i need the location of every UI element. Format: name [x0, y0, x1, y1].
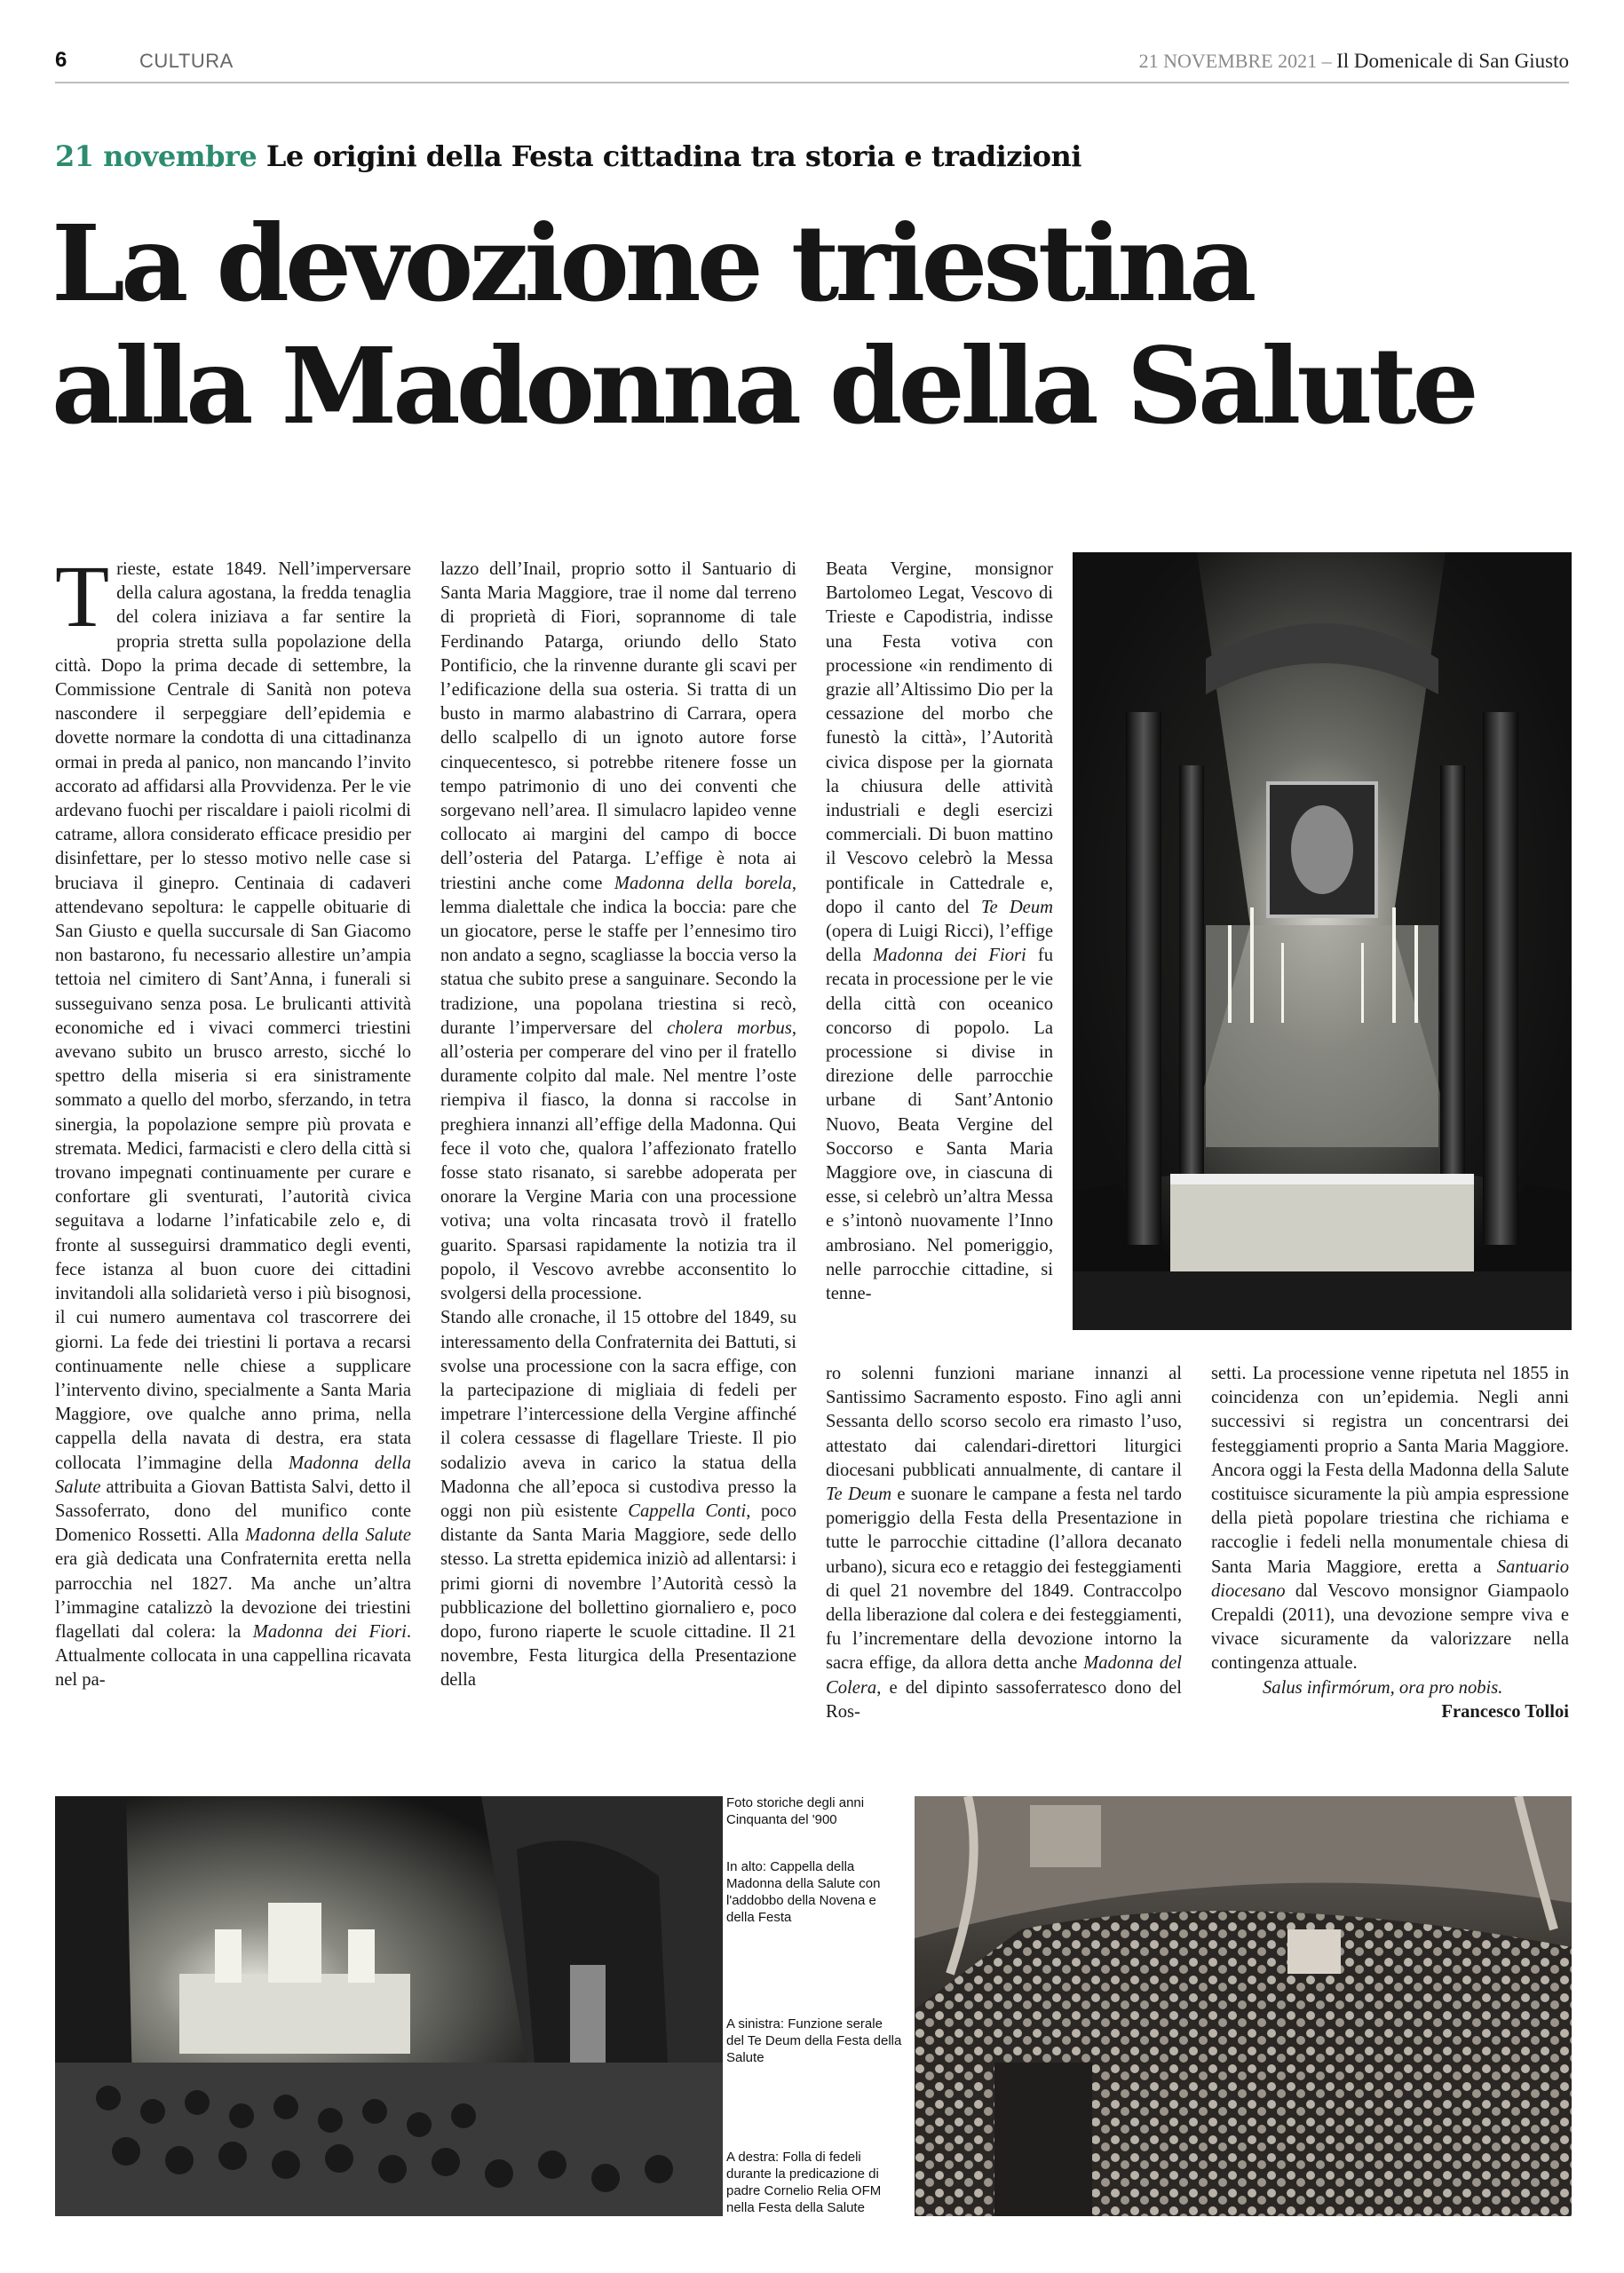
caption-right-text: Folla di fedeli durante la predicazione di padre Cornelio Relia OFM nella Festa della Salute: [726, 2150, 882, 2215]
col1-em-3: Madonna dei Fiori: [252, 1621, 407, 1642]
kicker-text: Le origini della Festa cittadina tra storia e tradizioni: [265, 139, 1081, 173]
col3-em-2: Madonna dei Fiori: [873, 946, 1026, 966]
photo-te-deum-evening: [55, 1796, 723, 2216]
col1-text-b: attribuita a Giovan Battista Salvi, detto il Sassoferrato, dono del munifico conte Domenico Rossetti. Alla: [55, 1477, 411, 1546]
caption-top-photo: [726, 1858, 904, 1926]
col2-text-c: , all’osteria per comperare del vino per il fratello duramente colpito dal male. Nel mentre l’oste riempiva il fiasco, la donna si raccolse in preghiera innanzi all’effige della Madonna. Qui fece il voto che, qualora l’affezionato fratello fosse stato risanato, si sarebbe adoperata per onorare la Vergine Maria con una processione votiva; una volta rincasata trovò il fratello guarito. Sparsasi rapidamente la notizia tra il popolo, il Vescovo avrebbe acconsentito lo svolgersi della processione.: [440, 1018, 796, 1304]
col2-em-3: Cappella Conti: [628, 1501, 747, 1521]
col1-em-2: Madonna della Salute: [245, 1525, 411, 1546]
col3-em-1: Te Deum: [980, 897, 1053, 917]
col3-text-d: ro solenni funzioni mariane innanzi al Santissimo Sacramento esposto. Fino agli anni Sessanta dello scorso secolo era rimasto l’uso, attestato dai calendari-direttori liturgici diocesani pubblicati annualmente, di cantare il: [826, 1364, 1182, 1480]
caption-top-label: In alto:: [726, 1859, 767, 1874]
issue-date: 21 NOVEMBRE 2021 –: [1138, 50, 1332, 72]
caption-historic-photos: Foto storiche degli anni Cinquanta del '900: [726, 1795, 865, 1827]
headline-line-1: La devozione triestina: [51, 202, 1253, 325]
col4-text-b: dal Vescovo monsignor Giampaolo Crepaldi (2011), una devozione sempre viva e vivace sicuramente da valorizzare nella contingenza attuale.: [1211, 1580, 1569, 1674]
section-label: CULTURA: [139, 50, 234, 72]
col2-em-2: cholera morbus: [667, 1018, 792, 1038]
col1-text-a: rieste, estate 1849. Nell’imperversare della calura agostana, la fredda tenaglia del colera iniziava a far sentire la propria stretta sulla popolazione della città. Dopo la prima decade di settembre, la Commissione Centrale di Sanità non poteva nascondere il serpeggiare dell’epidemia e dovette normare la condotta di una cittadinanza ormai in preda al panico, non mancando l’invito accorato ad affidarsi alla Provvidenza. Per le vie ardevano fuochi per riscaldare i paioli ricolmi di catrame, allora considerato efficace presidio per disinfettare, per lo stesso motivo nelle case si bruciava il ginepro. Centinaia di cadaveri attendevano sepoltura: le cappelle obituarie di San Giusto e quella succursale di San Giacomo non bastarono, fu necessario allestire un’ampia tettoia nel cimitero di Sant’Anna, i funerali si susseguivano senza posa. Le brulicanti attività economiche ed i vivaci commerci triestini avevano subito un brusco arresto, sicché lo spettro della miseria si era sinistramente sommato a quello del morbo, sferzando, in tetra sinergia, la popolazione sempre più provata e stremata. Medici, farmacisti e clero della città si trovano impegnati continuamente per curare e confortare gli sventurati, l’autorità civica seguitava a lodarne l’infaticabile zelo e, di fronte al susseguirsi drammatico degli eventi, fece istanza al buon cuore dei cittadini invitandoli alla solidarietà verso i più bisognosi, il cui numero aumentava col trascorrere dei giorni. La fede dei triestini li portava a recarsi continuamente nelle chiese a supplicare l’intervento divino, specialmente a Santa Maria Maggiore, ove qualche anno prima, nella cappella della navata di destra, era stata collocata l’immagine della: [55, 559, 411, 1473]
col2-em-1: Madonna della borela: [614, 873, 792, 893]
caption-top-text: Cappella della Madonna della Salute con l'addobbo della Novena e della Festa: [726, 1859, 881, 1925]
photo-crowd-preaching: [915, 1796, 1572, 2216]
headline: [51, 202, 1579, 447]
dateline: [1139, 50, 1569, 73]
latin-invocation: Salus infirmórum, ora pro nobis.: [1263, 1677, 1503, 1698]
col3-text-e: e suonare le campane a festa nel tardo pomeriggio della Festa della Presentazione in tutte le parrocchie cittadine (l’allora decanato urbano), sicura eco e retaggio dei festeggiamenti di quel 21 novembre del 1849. Contraccolpo della liberazione dal colera e dei festeggiamenti, fu l’incrementare della devozione intorno la sacra effige, da allora detta anche: [826, 1485, 1182, 1674]
col3-em-4: Madonna del Colera: [826, 1653, 1182, 1698]
col1-em-1: Madonna della Salute: [55, 1453, 411, 1497]
author-signature: Francesco Tolloi: [1441, 1701, 1569, 1722]
page-header: [55, 46, 1569, 83]
col2-text-b: , lemma dialettale che indica la boccia: pare che un giocatore, perse le staffe per l’ennesimo tiro non andato a segno, scagliasse la boccia verso la statua che subito prese a sanguinare. Secondo la tradizione, una popolana triestina si recò, durante l’imperversare del: [440, 873, 796, 1038]
kicker: [55, 139, 1081, 173]
col3-text-c: fu recata in processione per le vie della città con oceanico concorso di popolo. La processione si divise in direzione delle parrocchie urbane di Sant’Antonio Nuovo, Beata Vergine del Soccorso e Santa Maria Maggiore ove, in ciascuna di esse, si celebrò un’altra Messa e s’intonò nuovamente l’Inno ambrosiano. Nel pomeriggio, nelle parrocchie cittadine, si tenne-: [826, 946, 1053, 1304]
caption-left-photo: [726, 2016, 904, 2066]
col3-text-b: (opera di Luigi Ricci), l’effige della: [826, 922, 1053, 966]
kicker-tag: 21 novembre: [55, 139, 257, 173]
col2-text-d: Stando alle cronache, il 15 ottobre del 1849, su interessamento della Confraternita dei Battuti, si svolse una processione con la sacra effige, con la partecipazione di migliaia di fedeli per impetrare l’intercessione della Vergine affinché il colera cessasse di flagellare Trieste. Il pio sodalizio aveva in carico la statua della Madonna che all’epoca si custodiva presso la oggi non più esistente: [440, 1308, 796, 1521]
caption-right-label: A destra:: [726, 2150, 780, 2165]
publication-name: Il Domenicale di San Giusto: [1336, 50, 1569, 72]
page-number: 6: [55, 48, 67, 72]
article-column-3-upper: [826, 558, 1053, 1306]
col3-text-a: Beata Vergine, monsignor Bartolomeo Legat, Vescovo di Trieste e Capodistria, indisse una Festa votiva con processione «in rendimento di grazie all’Altissimo Dio per la cessazione del morbo che funestò la città», l’Autorità civica dispose per la giornata la chiusura delle attività industriali e degli esercizi commerciali. Di buon mattino il Vescovo celebrò la Messa pontificale in Cattedrale e, dopo il canto del: [826, 559, 1053, 917]
headline-line-2: alla Madonna della Salute: [51, 324, 1475, 447]
col1-text-c: era già dedicata una Confraternita eretta nella parrocchia nel 1827. Ma anche un’altra l’immagine catalizzò la devozione dei triestini flagellati dal colera: la: [55, 1549, 411, 1642]
col3-text-f: , e del dipinto sassoferratesco dono del Ros-: [826, 1677, 1182, 1722]
article-column-1: [55, 547, 411, 1693]
article-column-2: [440, 558, 796, 1693]
col2-text-e: , poco distante da Santa Maria Maggiore, sede dello stesso. La stretta epidemica iniziò ad allentarsi: i primi giorni di novembre l’Autorità cessò la pubblicazione del bollettino giornaliero e, poco dopo, furono riaperte le scuole cittadine. Il 21 novembre, Festa liturgica della Presentazione della: [440, 1501, 796, 1691]
col3-em-3: Te Deum: [826, 1485, 892, 1505]
article-column-4: [1211, 1362, 1569, 1724]
col4-em-1: Santuario diocesano: [1211, 1556, 1569, 1601]
col4-text-a: setti. La processione venne ripetuta nel 1855 in coincidenza con un’epidemia. Negli anni successivi si registra un concentrarsi dei festeggiamenti proprio a Santa Maria Maggiore. Ancora oggi la Festa della Madonna della Salute costituisce sicuramente la più ampia espressione della pietà popolare triestina che richiama e raccoglie i fedeli nella monumentale chiesa di Santa Maria Maggiore, eretta a: [1211, 1364, 1569, 1577]
article-column-3-lower: [826, 1362, 1182, 1724]
caption-right-photo: [726, 2149, 904, 2216]
col1-text-d: . Attualmente collocata in una cappellina ricavata nel pa-: [55, 1621, 411, 1691]
drop-cap: T: [55, 547, 110, 645]
caption-left-label: A sinistra:: [726, 2016, 785, 2031]
col2-text-a: lazzo dell’Inail, proprio sotto il Santuario di Santa Maria Maggiore, trae il nome dal terreno di proprietà di Fiori, soprannome di tale Ferdinando Patarga, oriundo dello Stato Pontificio, che la rinvenne durante gli scavi per l’edificazione della sua osteria. Si tratta di un busto in marmo alabastrino di Carrara, opera dello scalpello di un ignoto autore forse cinquecentesco, si potrebbe ritenere fosse un tempo patrimonio di uno dei conventi che sorgevano nell’area. Il simulacro lapideo venne collocato ai margini del campo di bocce dell’osteria del Patarga. L’effige è nota ai triestini anche come: [440, 559, 796, 893]
photo-chapel-altar: [1073, 552, 1572, 1330]
caption-left-text: Funzione serale del Te Deum della Festa della Salute: [726, 2016, 902, 2065]
